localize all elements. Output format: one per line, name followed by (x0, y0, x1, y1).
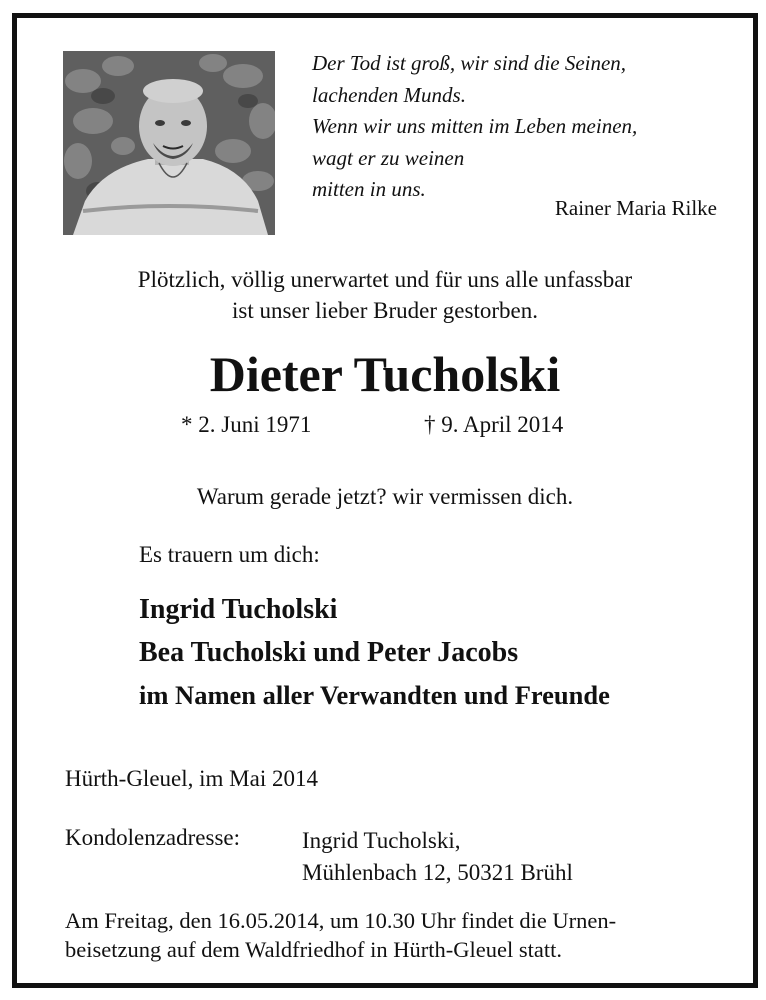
death-announcement (17, 264, 753, 326)
portrait-photo (63, 51, 275, 235)
poem-line: mitten in uns. (312, 177, 426, 201)
death-date: † 9. April 2014 (424, 412, 564, 437)
poem-author: Rainer Maria Rilke (554, 196, 717, 220)
place-date: Hürth-Gleuel, im Mai 2014 (65, 766, 318, 791)
motto: Warum gerade jetzt? wir vermissen dich. (196, 484, 574, 509)
condolence-name: Ingrid Tucholski, (302, 828, 461, 853)
mourner-name: im Namen aller Verwandten und Freunde (139, 680, 610, 710)
condolence-label: Kondolenzadresse: (65, 825, 240, 850)
obituary-frame (12, 13, 758, 988)
poem-line: Wenn wir uns mitten im Leben meinen, (312, 114, 638, 138)
poem-line: wagt er zu weinen (312, 145, 465, 170)
birth-date: * 2. Juni 1971 (181, 412, 312, 437)
funeral-info (65, 906, 715, 964)
announcement-line: ist unser lieber Bruder gestorben. (232, 298, 538, 323)
poem (312, 48, 722, 206)
mourners-intro: Es trauern um dich: (139, 542, 320, 567)
poem-line: Der Tod ist groß, wir sind die Seinen, (312, 51, 627, 75)
mourner-name: Bea Tucholski und Peter Jacobs (139, 637, 519, 668)
funeral-line: beisetzung auf dem Waldfriedhof in Hürth-Gleuel statt. (65, 937, 562, 962)
mourner-name: Ingrid Tucholski (139, 594, 338, 625)
mourners-list (139, 588, 610, 717)
announcement-line: Plötzlich, völlig unerwartet und für uns alle unfassbar (137, 267, 633, 292)
funeral-line: Am Freitag, den 16.05.2014, um 10.30 Uhr findet die Urnen- (65, 908, 617, 933)
condolence-address (302, 825, 573, 889)
condolence-street: Mühlenbach 12, 50321 Brühl (302, 860, 573, 885)
deceased-name: Dieter Tucholski (209, 346, 561, 402)
poem-line: lachenden Munds. (312, 82, 466, 107)
